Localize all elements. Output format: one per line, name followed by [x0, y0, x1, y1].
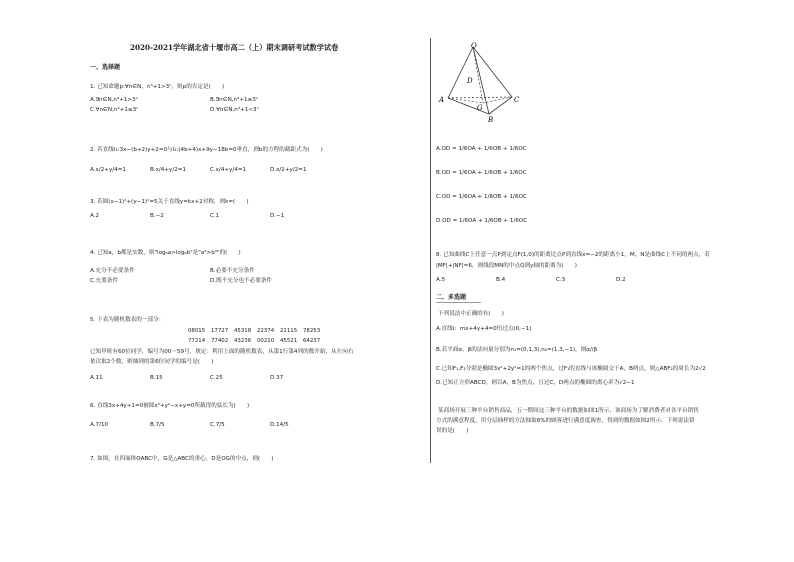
q4-option-a: A.充分不必要条件 — [90, 268, 135, 274]
question-10-line-3: 误的是( ) — [436, 428, 469, 434]
point-label-g: G — [477, 104, 483, 112]
question-10-line-1: 某商场开展三种平台销售商品，五一期间这三种平台的数据如图1所示，该商场为了解消费者对各平台销售 — [438, 408, 699, 414]
edge-ac — [448, 97, 512, 98]
table-cell: 77402 — [211, 338, 229, 344]
q2-option-b: B.x/4+y/2=1 — [150, 167, 187, 173]
q5-option-c: C.25 — [210, 375, 223, 381]
q9-option-d: D.已知正方形ABCD，则以A，B为焦点，且过C，D两点的椭圆的离心率为√2−1 — [436, 380, 635, 386]
q5-body-line-2: 依次取2个数，则抽到的第6位同学的编号是( ) — [90, 359, 214, 365]
question-6-stem: 6. 直线3x+4y+1=0被圆x²+y²−x+y=0所截得的弦长为( ) — [90, 403, 250, 409]
q3-option-b: B.−2 — [150, 213, 164, 219]
q4-option-b: B.必要不充分条件 — [210, 268, 255, 274]
q9-option-c: C.已知F₁,F₂分别是椭圆3x²+2y²=1的两个焦点，过F₁的直线与该椭圆交于A，B两点，则△ABF₂的周长为2√2 — [436, 366, 706, 372]
column-divider — [430, 38, 431, 463]
q2-option-c: C.x/4+y/4=1 — [210, 167, 247, 173]
table-cell: 45521 — [280, 338, 298, 344]
segment-og — [473, 47, 483, 103]
table-cell: 00210 — [257, 338, 275, 344]
table-cell: 45318 — [234, 328, 252, 334]
q6-option-c: C.7/5 — [210, 422, 225, 428]
q5-body-line-1: 已知甲班有60位同学，编号为00～59号，规定：利用上面的随机数表，从第1行第4列的数开始，从左向右 — [90, 349, 354, 355]
question-4-stem: 4. 已知a，b都是实数，则"logₐa>logₐb"是"a³>b³"的( ) — [90, 250, 241, 256]
table-cell: 22374 — [257, 328, 275, 334]
q2-option-d: D.x/2+y/2=1 — [270, 167, 307, 173]
q3-option-c: C.1 — [210, 213, 220, 219]
table-cell: 78253 — [303, 328, 321, 334]
q3-option-a: A.2 — [90, 213, 100, 219]
q7-option-a: A.OD = 1/6OA + 1/6OB + 1/6OC — [436, 146, 527, 152]
exam-title: 2020-2021学年湖北省十堰市高二（上）期末调研考试数学试卷 — [130, 43, 339, 52]
q8-option-b: B.4 — [496, 277, 506, 283]
q7-option-d: D.OD = 1/6OA + 1/6OB + 1/6OC — [436, 218, 528, 224]
section-underline — [436, 302, 481, 303]
table-cell: 08015 — [188, 328, 206, 334]
question-8-stem-line-2: |MF|+|NF|=6，则线段MN的中点Q到y轴的距离为( ) — [436, 263, 577, 269]
vertex-label-a: A — [439, 96, 445, 104]
point-label-d: D — [467, 77, 473, 85]
edge-oa — [448, 47, 473, 98]
q1-option-d: D.∀n∈N,n³+1<3ⁿ — [210, 107, 259, 113]
q6-option-d: D.14/5 — [270, 422, 289, 428]
q8-option-d: D.2 — [616, 277, 626, 283]
random-number-table-row-2 — [188, 338, 326, 344]
tetrahedron-figure — [436, 42, 536, 124]
q7-option-c: C.OD = 1/6OA + 1/6OB + 1/6OC — [436, 194, 527, 200]
table-cell: 64237 — [303, 338, 321, 344]
vertex-label-b: B — [488, 116, 494, 124]
question-3-stem: 3. 若圆(x−1)²+(y−1)²=5关于直线y=kx+2对称，则k=( ) — [90, 199, 249, 205]
q7-option-b: B.OD = 1/6OA + 1/6OB + 1/6OC — [436, 170, 527, 176]
question-5-stem: 5. 下表为随机数表的一部分： — [90, 317, 165, 323]
table-cell: 43236 — [234, 338, 252, 344]
question-2-stem: 2. 若直线l₁:3x−(b+2)y+2=0与l₂:(4b+4)x+9y−18b=0垂直，则b的方程的截距式为( ) — [90, 147, 323, 153]
q4-option-c: C.充要条件 — [90, 278, 119, 284]
question-10-line-2: 方式的满意程度，用分层抽样的方法抽取6%的顾客进行满意度调查，得到的数据如图2所示．下列说法错 — [436, 418, 695, 424]
q3-option-d: D.−1 — [270, 213, 285, 219]
edge-bc — [489, 97, 512, 114]
q9-option-b: B.若平面α，β的法向量分别为n₁=(0,1,3),n₂=(1,3,−1)，则α//β — [436, 347, 598, 353]
q1-option-a: A.∃n∈N,n³+1>3ⁿ — [90, 97, 138, 103]
section-heading-multi-choice: 二、多选题 — [436, 294, 467, 301]
q8-option-c: C.3 — [556, 277, 566, 283]
q1-option-c: C.∀n∈N,n³+1≤3ⁿ — [90, 107, 139, 113]
q5-option-d: D.37 — [270, 375, 284, 381]
q6-option-b: B.7/5 — [150, 422, 165, 428]
question-7-stem: 7. 如图，在四面体OABC中，G是△ABC的重心，D是OG的中点，则( ) — [90, 456, 274, 462]
table-cell: 77214 — [188, 338, 206, 344]
segment-ag — [448, 98, 483, 103]
table-cell: 17727 — [211, 328, 229, 334]
table-cell: 21115 — [280, 328, 298, 334]
random-number-table-row-1 — [188, 328, 326, 334]
question-9-stem: 下列说法中正确的有( ) — [438, 311, 504, 317]
q5-option-a: A.11 — [90, 375, 103, 381]
section-heading-choice: 一、选择题 — [90, 64, 121, 71]
q1-option-b: B.∃n∈N,n³+1≤3ⁿ — [210, 97, 259, 103]
q6-option-a: A.7/10 — [90, 422, 109, 428]
q4-option-d: D.既不充分也不必要条件 — [210, 278, 273, 284]
q5-option-b: B.15 — [150, 375, 163, 381]
q8-option-a: A.5 — [436, 277, 446, 283]
question-8-stem-line-1: 8. 已知曲线C上任意一点P到定点F(1,0)的距离比点P到直线x=−2的距离小1，M，N是曲线C上不同的两点，若 — [436, 252, 710, 258]
q2-option-a: A.x/2+y/4=1 — [90, 167, 126, 173]
q9-option-a: A.直线l：mx+4y+4=0恒过点(0,−1) — [436, 326, 532, 332]
vertex-label-c: C — [514, 96, 520, 104]
edge-ab — [448, 98, 489, 114]
vertex-label-o: O — [471, 42, 477, 50]
question-1-stem: 1. 已知命题p:∀n∈N，n³+1>3ⁿ，则p的否定是( ) — [90, 84, 225, 90]
